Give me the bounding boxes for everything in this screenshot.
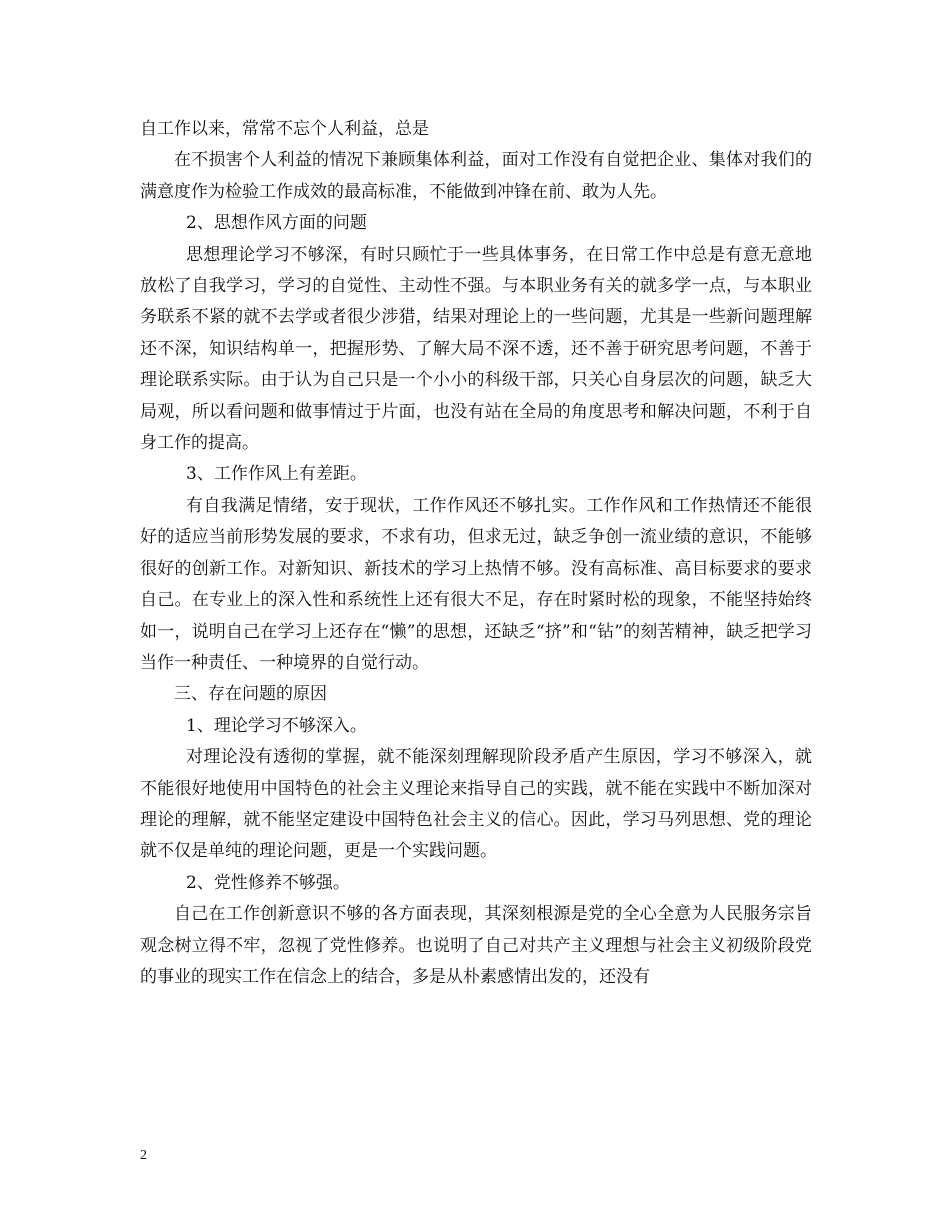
paragraph: 自己在工作创新意识不够的各方面表现，其深刻根源是党的全心全意为人民服务宗旨观念树立得不牢，忽视了党性修养。也说明了自己对共产主义理想与社会主义初级阶段党的事业的现实工作在信念上的结合，多是从朴素感情出发的，还没有: [140, 904, 812, 987]
section-heading: 3、工作作风上有差距。: [186, 464, 367, 485]
paragraph: 对理论没有透彻的掌握，就不能深刻理解现阶段矛盾产生原因，学习不够深入，就不能很好地使用中国特色的社会主义理论来指导自己的实践，就不能在实践中不断加深对理论的理解，就不能坚定建设中国特色社会主义的信心。因此，学习马列思想、党的理论就不仅是单纯的理论问题，更是一个实践问题。: [140, 747, 812, 862]
document-body: [140, 114, 812, 993]
section-heading: 2、党性修养不够强。: [186, 872, 350, 893]
paragraph: 有自我满足情绪，安于现状，工作作风还不够扎实。工作作风和工作热情还不能很好的适应当前形势发展的要求，不求有功，但求无过，缺乏争创一流业绩的意识，不能够很好的创新工作。对新知识、新技术的学习上热情不够。没有高标准、高目标要求的要求自己。在专业上的深入性和系统性上还有很大不足，存在时紧时松的现象，不能坚持始终如一，说明自己在学习上还存在“懒”的思想，还缺乏“挤”和“钻”的刻苦精神，缺乏把学习当作一种责任、一种境界的自觉行动。: [140, 495, 812, 673]
section-heading: 1、理论学习不够深入。: [186, 715, 367, 736]
page-number: 2: [140, 1148, 147, 1163]
paragraph: 自工作以来，常常不忘个人利益，总是: [140, 119, 429, 139]
section-heading: 三、存在问题的原因: [174, 684, 327, 705]
paragraph: 思想理论学习不够深，有时只顾忙于一些具体事务，在日常工作中总是有意无意地放松了自我学习，学习的自觉性、主动性不强。与本职业务有关的就多学一点，与本职业务联系不紧的就不去学或者很少涉猎，结果对理论上的一些问题，尤其是一些新问题理解还不深，知识结构单一，把握形势、了解大局不深不透，还不善于研究思考问题，不善于理论联系实际。由于认为自己只是一个小小的科级干部，只关心自身层次的问题，缺乏大局观，所以看问题和做事情过于片面，也没有站在全局的角度思考和解决问题，不利于自身工作的提高。: [140, 244, 812, 454]
section-heading: 2、思想作风方面的问题: [186, 213, 367, 234]
paragraph: 在不损害个人利益的情况下兼顾集体利益，面对工作没有自觉把企业、集体对我们的满意度作为检验工作成效的最高标准，不能做到冲锋在前、敢为人先。: [140, 150, 812, 202]
